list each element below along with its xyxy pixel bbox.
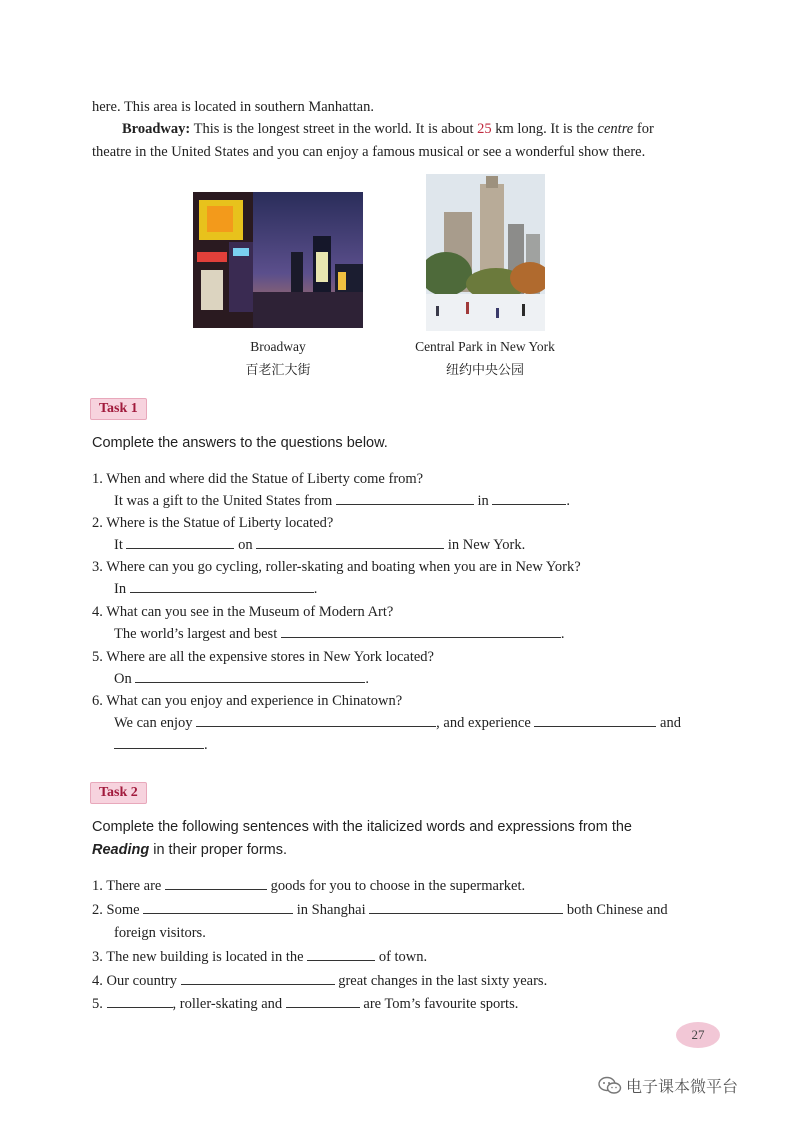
task-1-answer-3: In . [114,581,318,597]
answer-blank[interactable] [107,995,173,1008]
answer-blank[interactable] [492,492,566,505]
watermark [598,1074,738,1097]
task-1-question-2: 2. Where is the Statue of Liberty located? [92,515,334,531]
watermark-text: 电子课本微平台 [626,1077,739,1096]
answer-blank[interactable] [534,714,656,727]
answer-blank[interactable] [336,492,474,505]
italic-word: centre [597,121,634,137]
caption-central-park-cn: 纽约中央公园 [445,363,524,378]
task-1-question-5: 5. Where are all the expensive stores in New York located? [92,649,434,665]
task-2-sentence-5: 5. , roller-skating and are Tom’s favourite sports. [92,996,519,1012]
broadway-label: Broadway: [122,121,191,137]
answer-blank[interactable] [286,995,360,1008]
task-1-answer-2: It on in New York. [114,537,526,553]
answer-blank[interactable] [281,625,561,638]
answer-blank[interactable] [181,972,335,985]
intro-line-2: Broadway: This is the longest street in the world. It is about 25 km long. It is the centre for [122,121,654,137]
caption-central-park: Central Park in New York [415,339,555,354]
intro-line-3: theatre in the United States and you can enjoy a famous musical or see a wonderful show there. [92,144,646,160]
answer-blank[interactable] [307,948,375,961]
wechat-icon [598,1076,622,1096]
task-2-sentence-3: 3. The new building is located in the of town. [92,949,428,965]
task-1-question-3: 3. Where can you go cycling, roller-skating and boating when you are in New York? [92,559,581,575]
central-park-photo [426,174,545,331]
task-1-answer-6: We can enjoy , and experience and [114,715,681,731]
task-2-sentence-2: 2. Some in Shanghai both Chinese and [92,902,668,918]
answer-blank[interactable] [135,670,365,683]
task-2-sentence-1: 1. There are goods for you to choose in the supermarket. [92,878,526,894]
task-2-instruction-2: Reading in their proper forms. [92,842,288,858]
task-2-label: Task 2 [90,782,147,804]
broadway-photo [193,192,363,328]
task-1-label: Task 1 [90,398,147,420]
caption-broadway-cn: 百老汇大街 [245,363,311,378]
task-1-answer-1: It was a gift to the United States from in . [114,493,571,509]
task-2-sentence-4: 4. Our country great changes in the last sixty years. [92,973,548,989]
task-1-answer-4: The world’s largest and best . [114,626,565,642]
answer-blank[interactable] [165,877,267,890]
answer-blank[interactable] [130,580,314,593]
caption-broadway: Broadway [250,339,306,354]
highlight-number: 25 [477,121,492,137]
task-1-answer-6-cont: . [114,736,208,754]
task-2-sentence-2-cont: foreign visitors. [114,925,206,941]
intro-line-1: here. This area is located in southern Manhattan. [92,99,374,115]
task-1-instruction: Complete the answers to the questions below. [92,435,388,451]
task-1-question-1: 1. When and where did the Statue of Liberty come from? [92,471,424,487]
italic-reading: Reading [92,842,150,858]
answer-blank[interactable] [126,536,234,549]
task-1-question-4: 4. What can you see in the Museum of Modern Art? [92,604,394,620]
answer-blank[interactable] [114,736,204,749]
answer-blank[interactable] [369,901,563,914]
page-number: 27 [676,1022,720,1048]
answer-blank[interactable] [256,536,444,549]
answer-blank[interactable] [143,901,293,914]
answer-blank[interactable] [196,714,436,727]
task-2-instruction-1: Complete the following sentences with the italicized words and expressions from the [92,819,632,835]
task-1-answer-5: On . [114,671,369,687]
task-1-question-6: 6. What can you enjoy and experience in Chinatown? [92,693,403,709]
